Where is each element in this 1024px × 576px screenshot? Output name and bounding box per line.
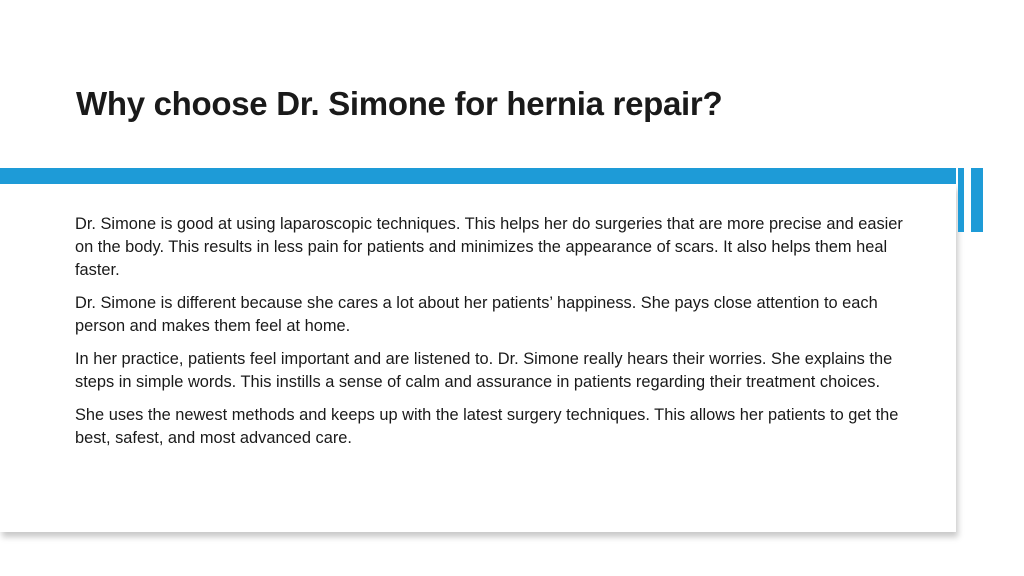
paragraph-practice: In her practice, patients feel important and are listened to. Dr. Simone really hears their worries. She explains the steps in simple words. This instills a sense of calm and assurance in patients regarding their treatment choices.	[75, 350, 893, 391]
slide-title: Why choose Dr. Simone for hernia repair?	[76, 85, 723, 122]
paragraph-methods: She uses the newest methods and keeps up with the latest surgery techniques. This allows her patients to get the best, safest, and most advanced care.	[75, 406, 899, 447]
accent-vertical-bar-thin	[958, 168, 964, 232]
accent-vertical-bar-thick	[971, 168, 983, 232]
accent-bar	[0, 168, 956, 184]
body-text	[75, 213, 915, 460]
paragraph-laparoscopic: Dr. Simone is good at using laparoscopic techniques. This helps her do surgeries that are more precise and easier on the body. This results in less pain for patients and minimizes the appearance of scars. It also helps them heal faster.	[75, 215, 903, 279]
paragraph-patient-care: Dr. Simone is different because she cares a lot about her patients’ happiness. She pays close attention to each person and makes them feel at home.	[75, 294, 878, 335]
